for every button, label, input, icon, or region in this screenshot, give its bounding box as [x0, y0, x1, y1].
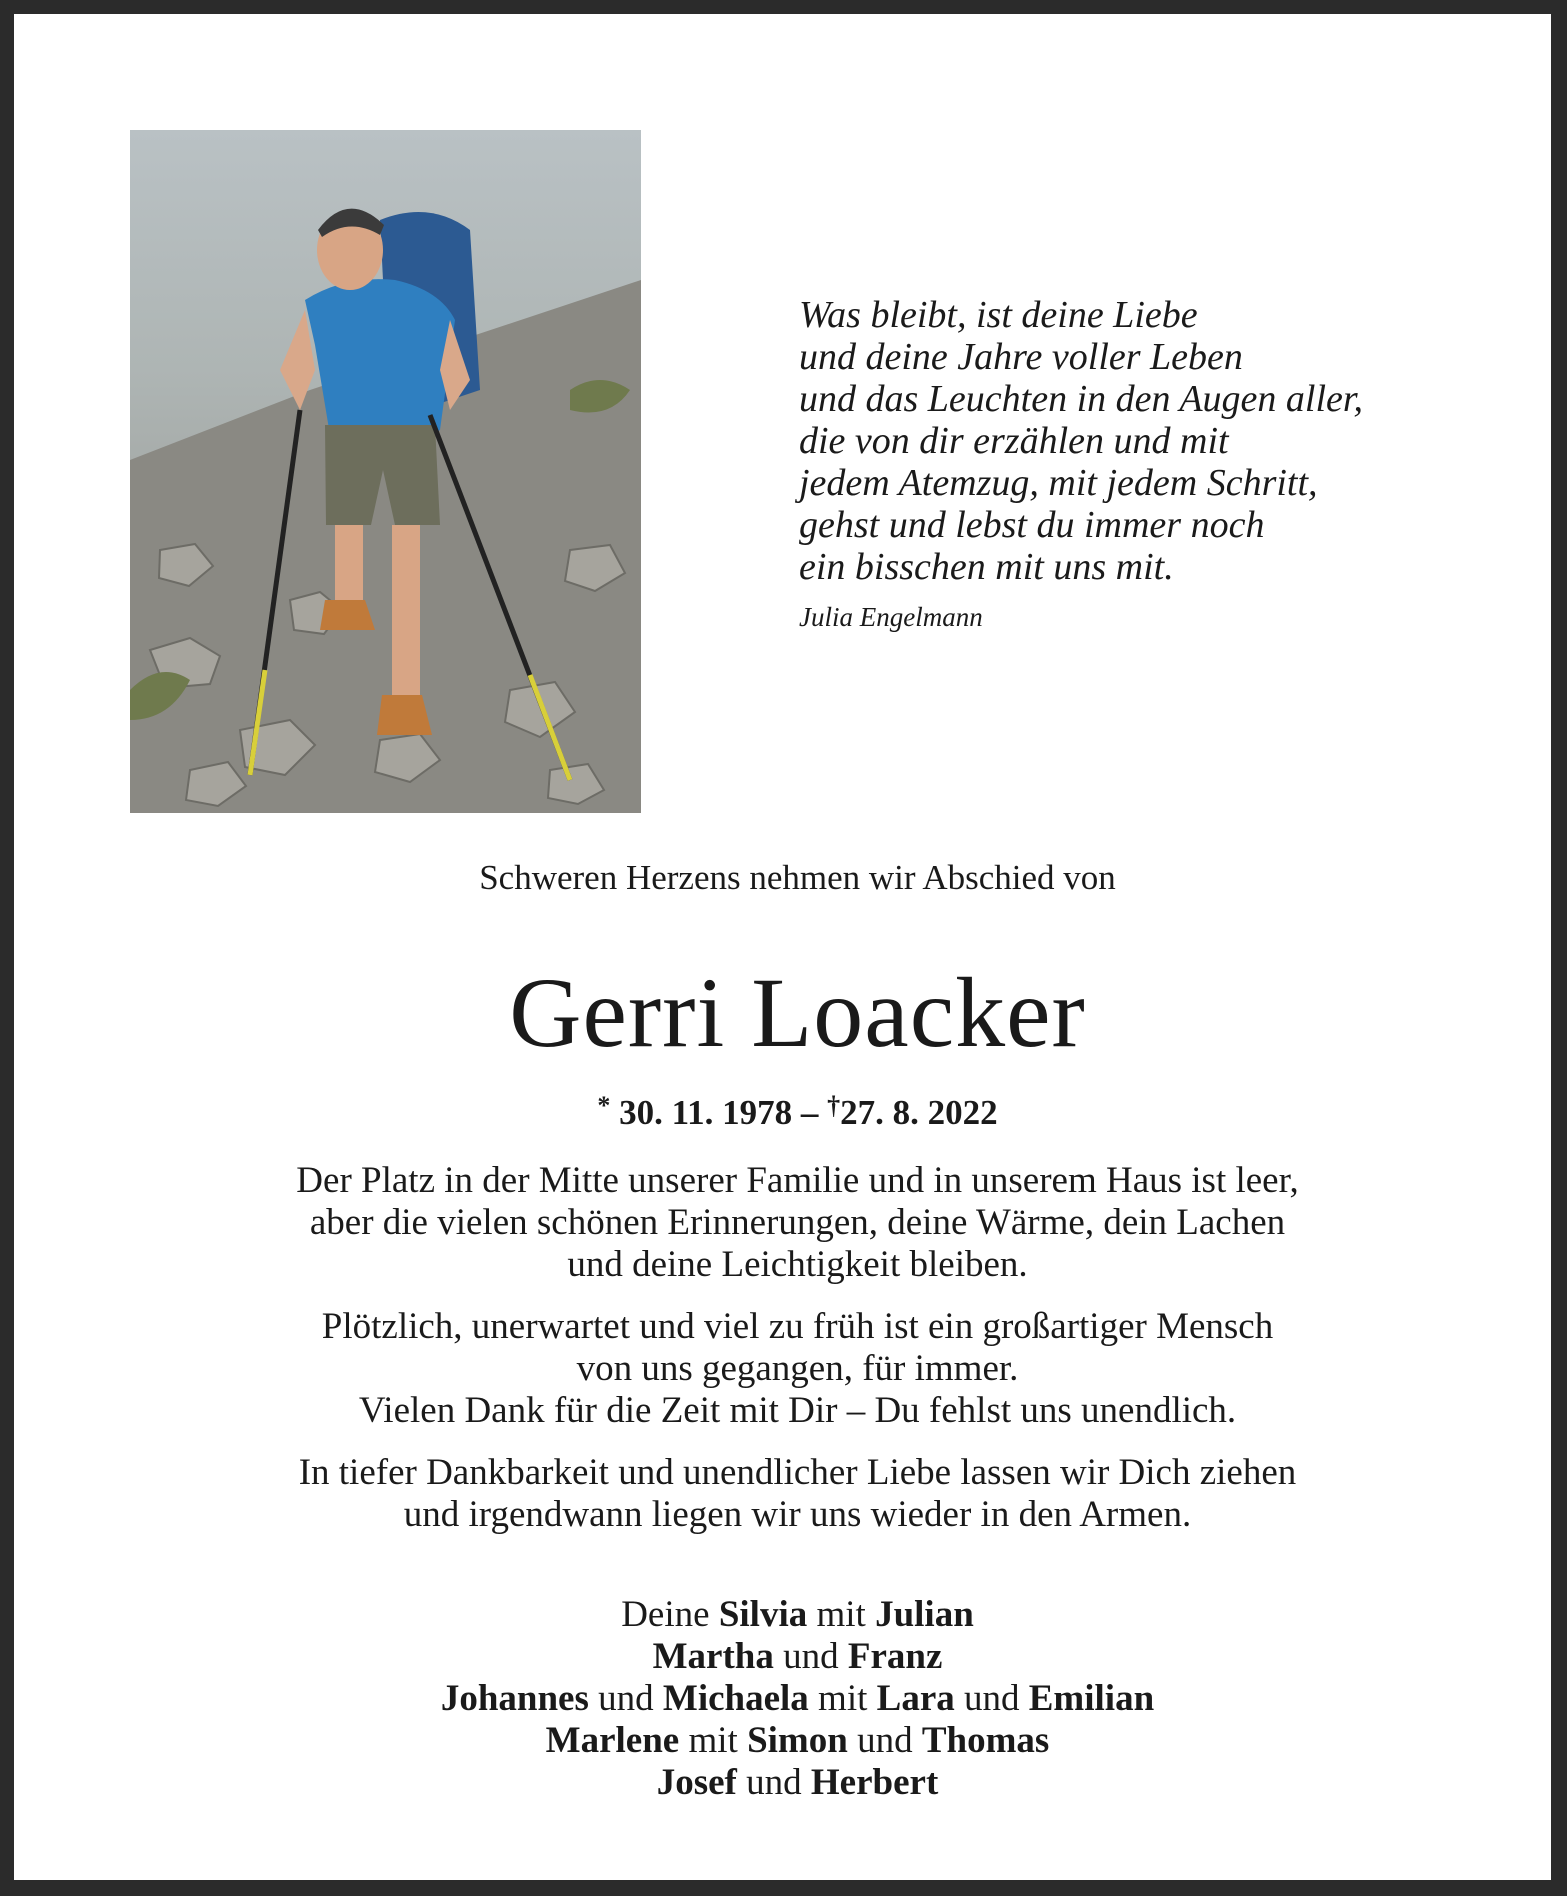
poem-line: Was bleibt, ist deine Liebe: [799, 294, 1198, 336]
intro-text: Schweren Herzens nehmen wir Abschied von: [479, 858, 1116, 897]
paragraph-line: Vielen Dank für die Zeit mit Dir – Du fehlst uns unendlich.: [358, 1390, 1237, 1431]
signer-line: [14, 1678, 1567, 1720]
paragraph-line: Plötzlich, unerwartet und viel zu früh ist ein großartiger Mensch: [321, 1306, 1274, 1347]
signer-line: [14, 1762, 1567, 1804]
paragraph-line: Der Platz in der Mitte unserer Familie und in unserem Haus ist leer,: [296, 1160, 1299, 1201]
signer-line: [14, 1594, 1567, 1636]
birth-symbol: *: [597, 1091, 611, 1120]
birth-date: 30. 11. 1978: [619, 1093, 793, 1132]
connector-text: Deine: [621, 1594, 719, 1635]
family-member-name: Lara: [876, 1678, 955, 1719]
poem-line: gehst und lebst du immer noch: [799, 504, 1265, 546]
family-member-name: Josef: [656, 1762, 737, 1803]
poem-author: Julia Engelmann: [799, 602, 983, 632]
connector-text: mit: [679, 1720, 748, 1761]
portrait-photo: [130, 130, 641, 813]
poem-line: und deine Jahre voller Leben: [799, 336, 1243, 378]
family-member-name: Silvia: [718, 1594, 808, 1635]
paragraph-line: von uns gegangen, für immer.: [576, 1348, 1019, 1389]
signer-line: [14, 1720, 1567, 1762]
connector-text: und: [954, 1678, 1029, 1719]
family-member-name: Martha: [652, 1636, 774, 1677]
paragraph-line: In tiefer Dankbarkeit und unendlicher Liebe lassen wir Dich ziehen: [298, 1452, 1297, 1493]
date-separator: –: [800, 1093, 819, 1132]
obituary-page: [14, 14, 1551, 1880]
family-member-name: Herbert: [810, 1762, 939, 1803]
signer-line: [14, 1636, 1567, 1678]
family-member-name: Emilian: [1028, 1678, 1155, 1719]
death-symbol: †: [827, 1091, 841, 1120]
paragraph-line: aber die vielen schönen Erinnerungen, deine Wärme, dein Lachen: [309, 1202, 1286, 1243]
family-member-name: Marlene: [545, 1720, 680, 1761]
hiker-photo-icon: [130, 130, 641, 813]
poem-line: die von dir erzählen und mit: [799, 420, 1229, 462]
connector-text: und: [736, 1762, 811, 1803]
paragraph-2: [14, 1306, 1567, 1432]
family-member-name: Simon: [747, 1720, 848, 1761]
poem-line: ein bisschen mit uns mit.: [799, 546, 1174, 588]
connector-text: mit: [808, 1678, 877, 1719]
paragraph-line: und deine Leichtigkeit bleiben.: [567, 1244, 1028, 1285]
connector-text: und: [773, 1636, 848, 1677]
connector-text: und: [847, 1720, 922, 1761]
family-member-name: Johannes: [440, 1678, 589, 1719]
connector-text: und: [588, 1678, 663, 1719]
connector-text: mit: [807, 1594, 876, 1635]
memorial-poem: [799, 294, 1499, 632]
paragraph-3: [14, 1452, 1567, 1536]
family-member-name: Franz: [847, 1636, 943, 1677]
family-member-name: Michaela: [662, 1678, 809, 1719]
death-date: 27. 8. 2022: [840, 1093, 998, 1132]
deceased-name: Gerri Loacker: [509, 957, 1086, 1068]
paragraph-line: und irgendwann liegen wir uns wieder in den Armen.: [403, 1494, 1192, 1535]
family-member-name: Julian: [875, 1594, 974, 1635]
family-signatures: [14, 1594, 1567, 1804]
paragraph-1: [14, 1160, 1567, 1286]
family-member-name: Thomas: [921, 1720, 1050, 1761]
life-dates: [14, 1086, 1567, 1133]
poem-line: jedem Atemzug, mit jedem Schritt,: [799, 462, 1318, 504]
poem-line: und das Leuchten in den Augen aller,: [799, 378, 1363, 420]
